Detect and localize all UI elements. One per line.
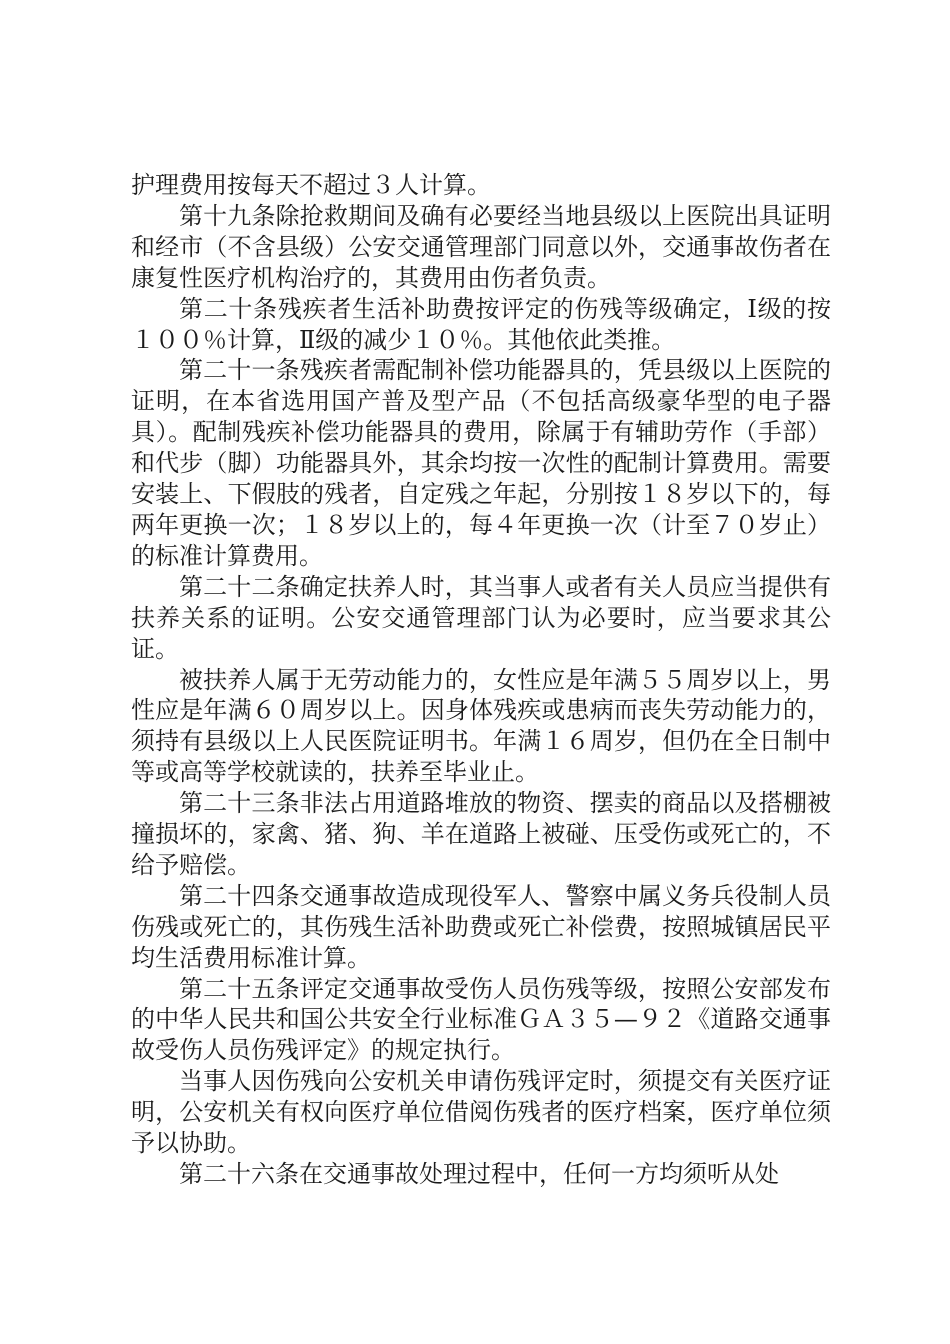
paragraph-article-24: 第二十四条交通事故造成现役军人、警察中属义务兵役制人员伤残或死亡的，其伤残生活补助费或死亡补偿费，按照城镇居民平均生活费用标准计算。	[131, 881, 831, 972]
document-body	[131, 170, 831, 1190]
paragraph-article-22: 第二十二条确定扶养人时，其当事人或者有关人员应当提供有扶养关系的证明。公安交通管理部门认为必要时，应当要求其公证。	[131, 572, 831, 663]
paragraph-article-19: 第十九条除抢救期间及确有必要经当地县级以上医院出具证明和经市（不含县级）公安交通管理部门同意以外，交通事故伤者在康复性医疗机构治疗的，其费用由伤者负责。	[131, 201, 831, 292]
paragraph-article-26: 第二十六条在交通事故处理过程中，任何一方均须听从处	[179, 1160, 779, 1188]
paragraph-dependents: 被扶养人属于无劳动能力的，女性应是年满５５周岁以上，男性应是年满６０周岁以上。因身体残疾或患病而丧失劳动能力的，须持有县级以上人民医院证明书。年满１６周岁，但仍在全日制中等或高等学校就读的，扶养至毕业止。	[131, 665, 831, 787]
paragraph-article-20: 第二十条残疾者生活补助费按评定的伤残等级确定，Ⅰ级的按１００％计算，Ⅱ级的减少１０％。其他依此类推。	[131, 294, 831, 354]
paragraph-article-23: 第二十三条非法占用道路堆放的物资、摆卖的商品以及搭棚被撞损坏的，家禽、猪、狗、羊在道路上被碰、压受伤或死亡的，不给予赔偿。	[131, 789, 831, 879]
paragraph-article-21: 第二十一条残疾者需配制补偿功能器具的，凭县级以上医院的证明，在本省选用国产普及型产品（不包括高级豪华型的电子器具）。配制残疾补偿功能器具的费用，除属于有辅助劳作（手部）和代步（脚）功能器具外，其余均按一次性的配制计算费用。需要安装上、下假肢的残者，自定残之年起，分别按１８岁以下的，每两年更换一次；１８岁以上的，每４年更换一次（计至７０岁止）的标准计算费用。	[131, 356, 831, 570]
paragraph-article-25: 第二十五条评定交通事故受伤人员伤残等级，按照公安部发布的中华人民共和国公共安全行业标准ＧＡ３５—９２《道路交通事故受伤人员伤残评定》的规定执行。	[131, 974, 831, 1065]
paragraph-nursing-fee-continuation: 护理费用按每天不超过３人计算。	[131, 171, 491, 199]
paragraph-disability-assessment: 当事人因伤残向公安机关申请伤残评定时，须提交有关医疗证明，公安机关有权向医疗单位借阅伤残者的医疗档案，医疗单位须予以协助。	[131, 1067, 831, 1158]
